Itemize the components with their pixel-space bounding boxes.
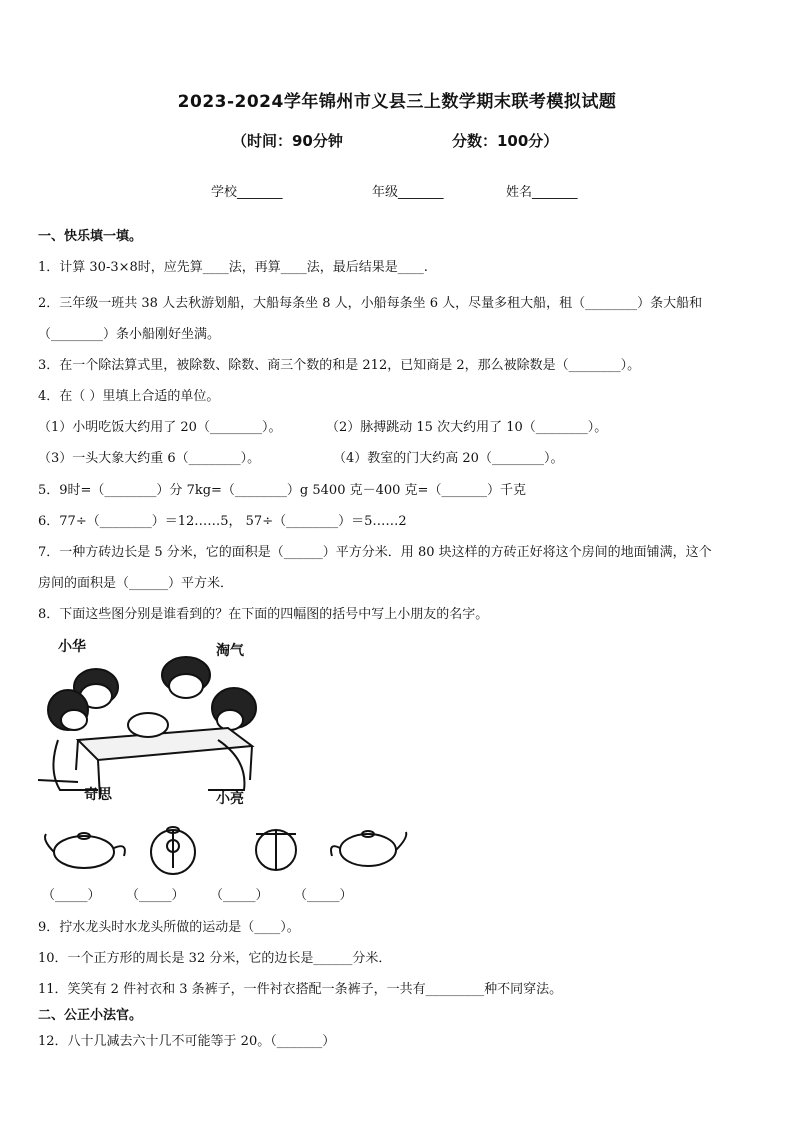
question-3: 3．在一个除法算式里，被除数、除数、商三个数的和是 212，已知商是 2，那么被除数是（________）。 <box>38 358 641 373</box>
grade-field[interactable]: 年级_______ <box>372 185 444 200</box>
name-label-taoqi: 淘气 <box>216 643 244 659</box>
exam-time: （时间：90分钟 <box>232 132 343 150</box>
question-4: 4．在（ ）里填上合适的单位。 <box>38 389 220 404</box>
question-7-line-1: 7．一种方砖边长是 5 分米，它的面积是（______）平方分米．用 80 块这样的方砖正好将这个房间的地面铺满，这个 <box>38 545 712 560</box>
question-4-3: （3）一头大象大约重 6（________）。 <box>38 451 261 466</box>
children-around-table-illustration <box>38 630 278 810</box>
answer-blank-1[interactable]: （_____） <box>42 888 101 903</box>
teapot-views-row <box>40 820 410 880</box>
question-12: 12．八十几减去六十几不可能等于 20。（_______） <box>38 1034 336 1049</box>
question-11: 11．笑笑有 2 件衬衣和 3 条裤子，一件衬衣搭配一条裤子，一共有_________种不同穿法。 <box>38 982 563 997</box>
question-5: 5．9时=（________）分 7kg=（________）g 5400 克－400 克=（_______）千克 <box>38 483 526 498</box>
question-4-4: （4）教室的门大约高 20（________）。 <box>333 451 564 466</box>
name-label-qisi: 奇思 <box>84 787 112 803</box>
teapot-views-svg <box>40 820 410 880</box>
question-1: 1．计算 30-3×8时，应先算____法，再算____法，最后结果是____. <box>38 260 428 275</box>
name-label-xiaohua: 小华 <box>58 639 86 655</box>
question-9: 9．拧水龙头时水龙头所做的运动是（____）。 <box>38 920 300 935</box>
exam-score: 分数：100分） <box>452 132 559 150</box>
name-field[interactable]: 姓名_______ <box>506 185 578 200</box>
answer-blank-4[interactable]: （_____） <box>294 888 353 903</box>
question-2-line-2: （________）条小船刚好坐满。 <box>38 327 221 342</box>
section-heading-2: 二、公正小法官。 <box>38 1008 143 1023</box>
teapot-side-view-2-icon <box>340 834 396 866</box>
question-10: 10．一个正方形的周长是 32 分米，它的边长是______分米． <box>38 951 392 966</box>
answer-blank-2[interactable]: （_____） <box>126 888 185 903</box>
section-heading-1: 一、快乐填一填。 <box>38 229 143 244</box>
page-title: 2023-2024学年锦州市义县三上数学期末联考模拟试题 <box>177 92 617 112</box>
question-4-2: （2）脉搏跳动 15 次大约用了 10（________）。 <box>326 420 608 435</box>
question-8: 8．下面这些图分别是谁看到的？在下面的四幅图的括号中写上小朋友的名字。 <box>38 607 489 622</box>
question-6: 6．77÷（________）＝12……5， 57÷（________）＝5……2 <box>38 514 407 529</box>
answer-blank-3[interactable]: （_____） <box>210 888 269 903</box>
name-label-xiaoliang: 小亮 <box>216 791 244 807</box>
question-2-line-1: 2．三年级一班共 38 人去秋游划船，大船每条坐 8 人，小船每条坐 6 人，尽量多租大船，租（________）条大船和 <box>38 296 703 311</box>
teapot-side-view-1-icon <box>54 836 114 868</box>
question-7-line-2: 房间的面积是（______）平方米． <box>38 576 234 591</box>
question-4-1: （1）小明吃饭大约用了 20（________）。 <box>38 420 282 435</box>
school-field[interactable]: 学校_______ <box>211 185 283 200</box>
